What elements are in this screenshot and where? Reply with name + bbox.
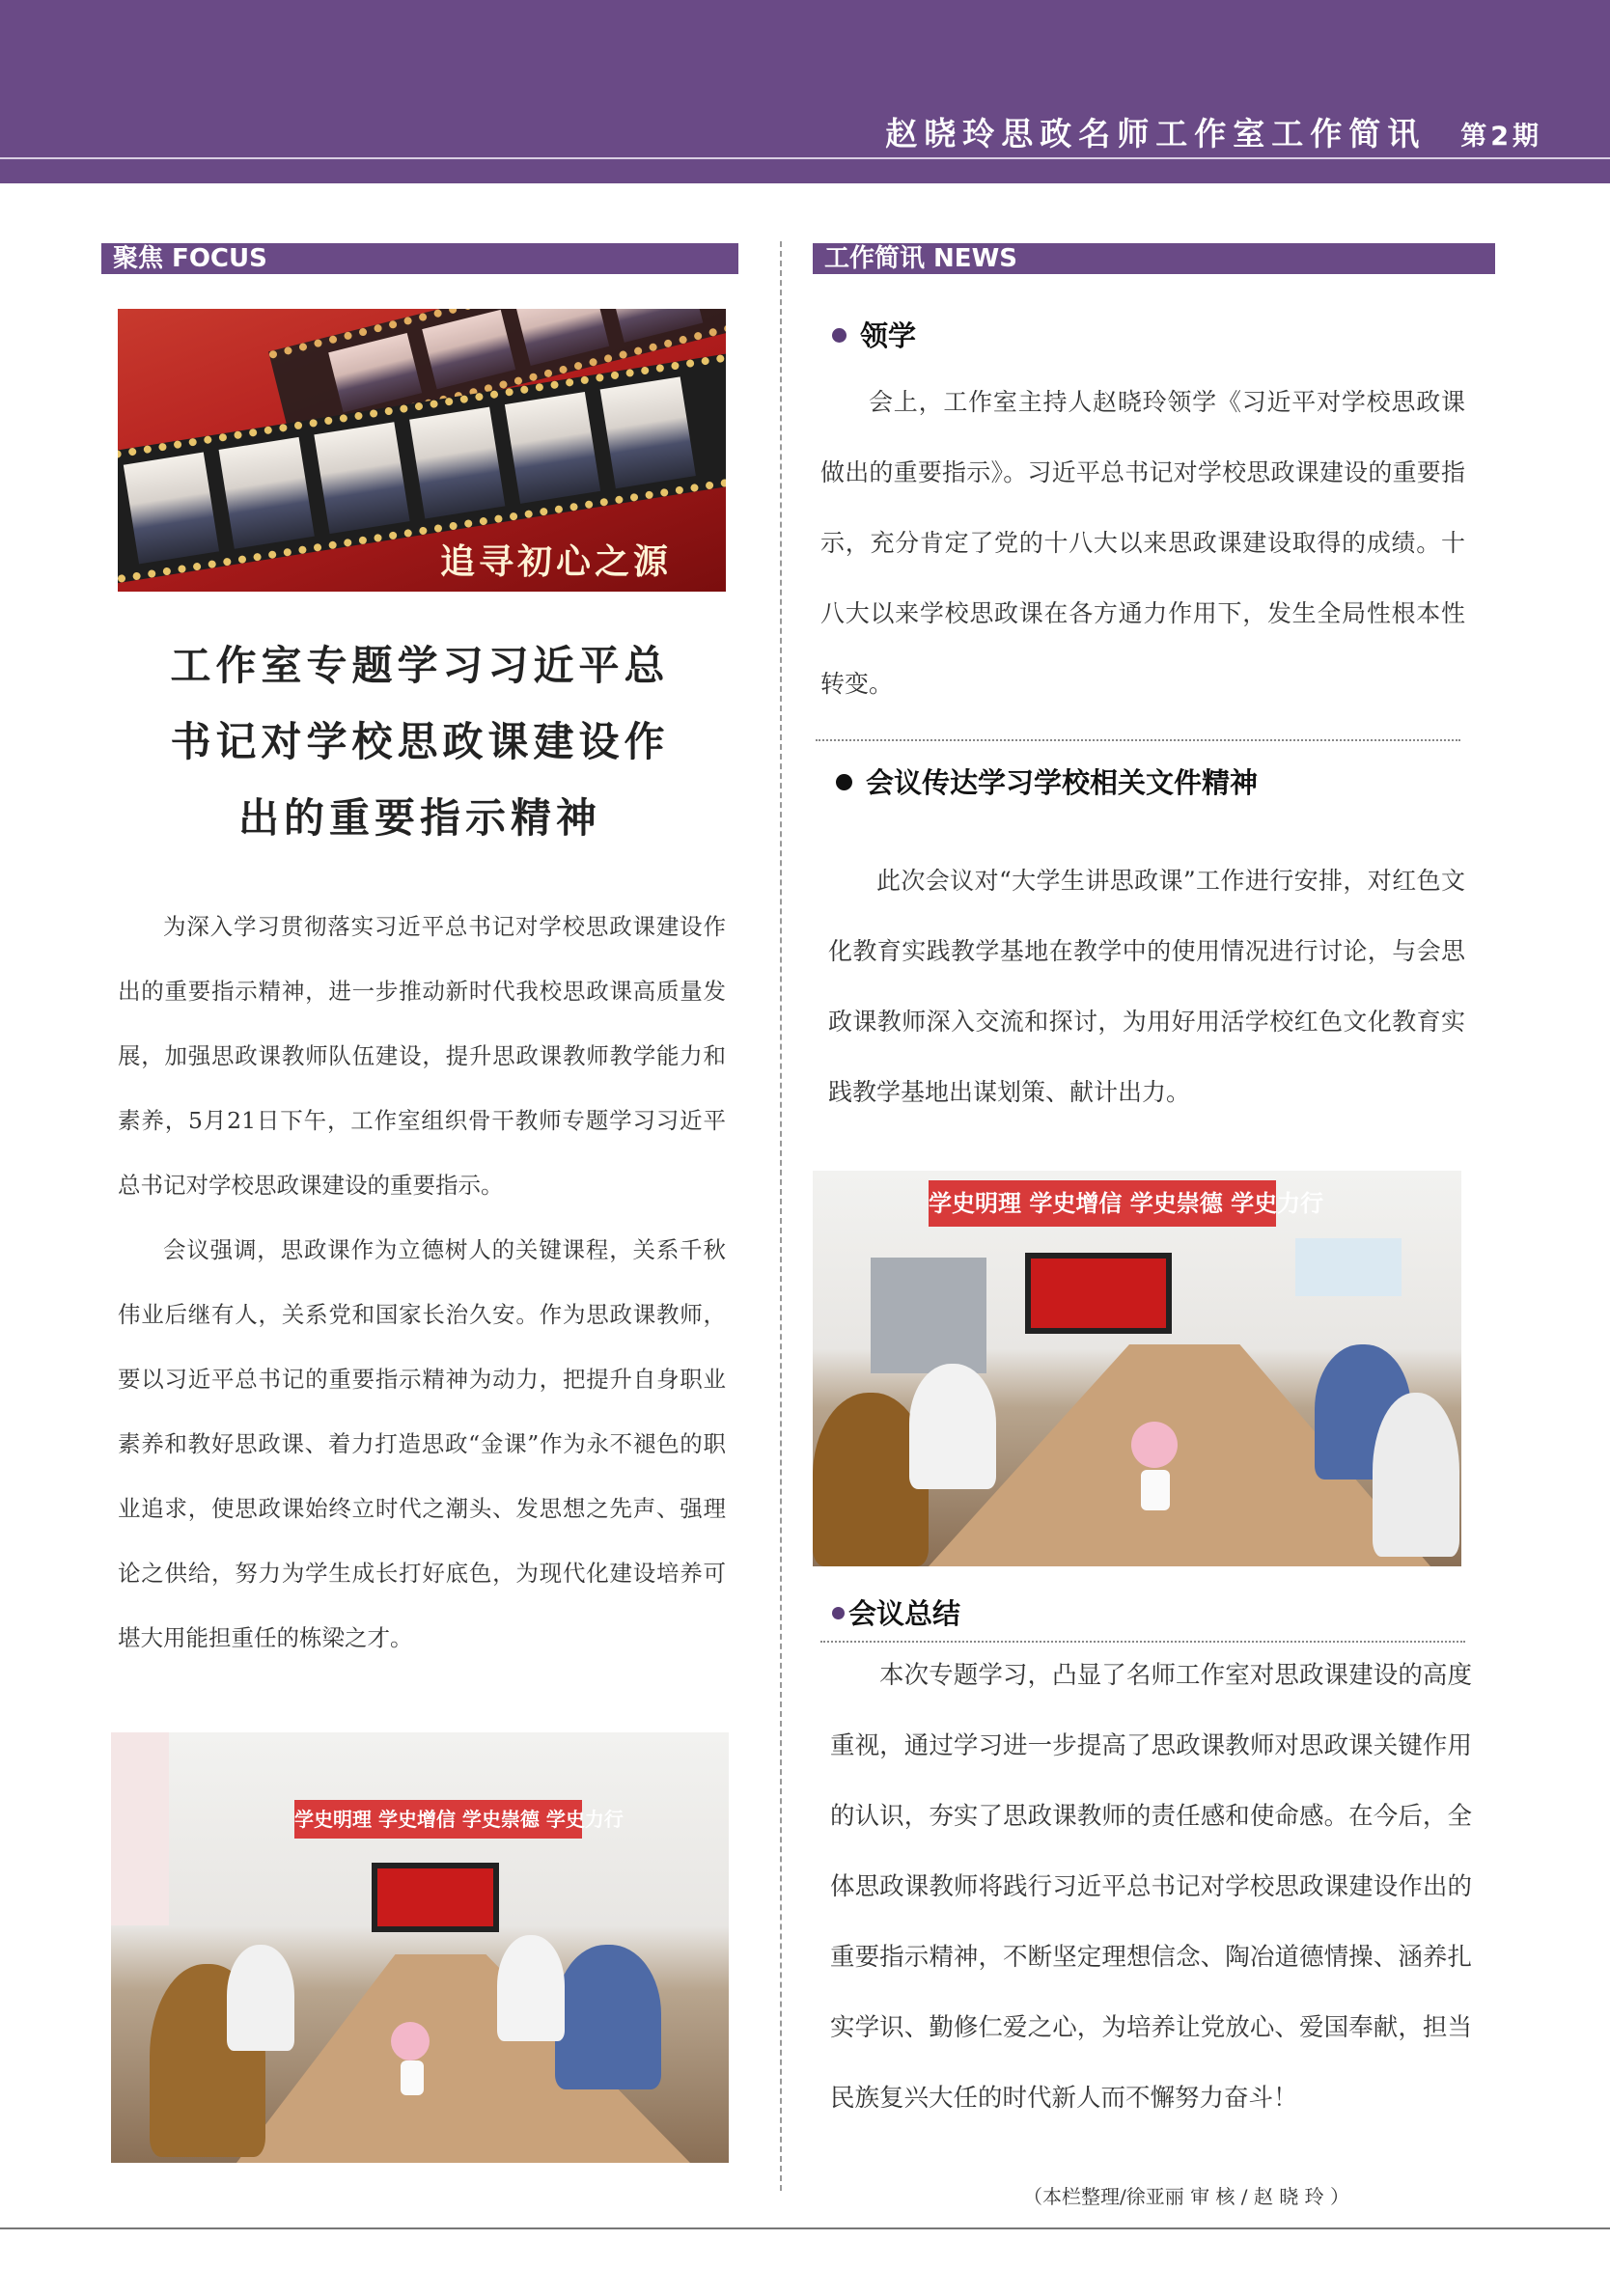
vase: [401, 2061, 424, 2095]
wall-poster: [111, 1732, 169, 1925]
attendee: [227, 1945, 294, 2051]
editor-credit: （本栏整理/徐亚丽 审 核 / 赵 晓 玲 ）: [1023, 2185, 1349, 2208]
window: [1295, 1238, 1402, 1296]
film-frame: [609, 309, 703, 343]
news-item-title-text: 会议传达学习学校相关文件精神: [866, 766, 1259, 799]
bullet-dot-icon: [836, 774, 852, 790]
presentation-screen: [1025, 1253, 1172, 1334]
masthead-rule: [0, 157, 1610, 159]
presentation-screen: [372, 1863, 499, 1932]
news-item-title-text: 会议总结: [848, 1597, 961, 1630]
banner-image: [118, 309, 726, 592]
newsletter-title: [885, 109, 1542, 154]
footer-rule: [0, 2227, 1610, 2229]
newsletter-name: 赵晓玲思政名师工作室工作简讯: [885, 115, 1427, 152]
news-item-title: [836, 761, 1258, 801]
film-frame: [422, 310, 515, 389]
meeting-photo-left: [111, 1732, 729, 2163]
cabinet: [871, 1258, 986, 1373]
focus-section-label: 聚焦 FOCUS: [101, 243, 738, 274]
news-item-body: 本次专题学习，凸显了名师工作室对思政课建设的高度重视，通过学习进一步提高了思政课教师对思政课关键作用的认识，夯实了思政课教师的责任感和使命感。在今后，全体思政课教师将践行习近平总书记对学校思政课建设作出的重要指示精神，不断坚定理想信念、陶冶道德情操、涵养扎实学识、勤修仁爱之心，为培养让党放心、爱国奉献，担当民族复兴大任的时代新人而不懈努力奋斗！: [830, 1661, 1472, 2113]
film-frame: [328, 333, 422, 412]
film-frame: [409, 407, 505, 519]
focus-paragraph: 会议强调，思政课作为立德树人的关键课程，关系千秋伟业后继有人，关系党和国家长治久安。作为思政课教师，要以习近平总书记的重要指示精神为动力，把提升自身职业素养和教好思政课、着力打造思政“金课”作为永不褪色的职业追求，使思政课始终立时代之潮头、发思想之先声、强理论之供给，努力为学生成长打好底色，为现代化建设培养可堪大用能担重任的栋梁之才。: [118, 1236, 726, 1651]
flower-arrangement: [391, 2022, 430, 2061]
attendee: [1373, 1393, 1459, 1557]
column-divider: [780, 241, 782, 2191]
film-frame: [600, 376, 696, 488]
masthead: [0, 0, 1610, 183]
news-item-body: 此次会议对“大学生讲思政课”工作进行安排，对红色文化教育实践教学基地在教学中的使用情况进行讨论，与会思政课教师深入交流和探讨，为用好用活学校红色文化教育实践教学基地出谋划策、献计出力。: [828, 867, 1465, 1106]
dotted-separator: [816, 739, 1460, 741]
wall-slogan-banner: 学史明理 学史增信 学史崇德 学史力行: [294, 1800, 582, 1839]
film-frame: [515, 309, 609, 366]
issue-number: 第2期: [1460, 122, 1542, 152]
flower-arrangement: [1131, 1422, 1178, 1468]
news-item-body: 会上，工作室主持人赵晓玲领学《习近平对学校思政课做出的重要指示》。习近平总书记对学校思政课建设的重要指示，充分肯定了党的十八大以来思政课建设取得的成绩。十八大以来学校思政课在各方通力作用下，发生全局性根本性转变。: [820, 388, 1465, 698]
meeting-photo-right: [813, 1171, 1461, 1566]
film-frame: [314, 422, 409, 534]
bullet-dot-icon: [832, 1607, 845, 1619]
focus-paragraph: 为深入学习贯彻落实习近平总书记对学校思政课建设作出的重要指示精神，进一步推动新时代我校思政课高质量发展，加强思政课教师队伍建设，提升思政课教师教学能力和素养，5月21日下午，工作室组织骨干教师专题学习习近平总书记对学校思政课建设的重要指示。: [118, 913, 726, 1199]
news-item-title-text: 领学: [860, 319, 917, 352]
banner-caption: 追寻初心之源: [439, 541, 672, 582]
attendee: [555, 1945, 661, 2089]
film-frame: [124, 453, 219, 565]
article-headline: [101, 627, 738, 856]
wall-slogan-banner: 学史明理 学史增信 学史崇德 学史力行: [929, 1180, 1276, 1227]
film-frame: [505, 392, 600, 504]
film-frame: [219, 437, 315, 549]
headline-line: 书记对学校思政课建设作: [170, 718, 670, 765]
news-item-title: [832, 315, 916, 354]
news-item-title: [832, 1592, 960, 1632]
attendee: [497, 1935, 565, 2041]
headline-line: 工作室专题学习习近平总: [170, 642, 670, 689]
attendee: [909, 1364, 996, 1489]
bullet-dot-icon: [832, 328, 847, 343]
vase: [1141, 1470, 1170, 1510]
headline-line: 出的重要指示精神: [237, 794, 601, 842]
news-section-label: 工作简讯 NEWS: [813, 243, 1495, 274]
